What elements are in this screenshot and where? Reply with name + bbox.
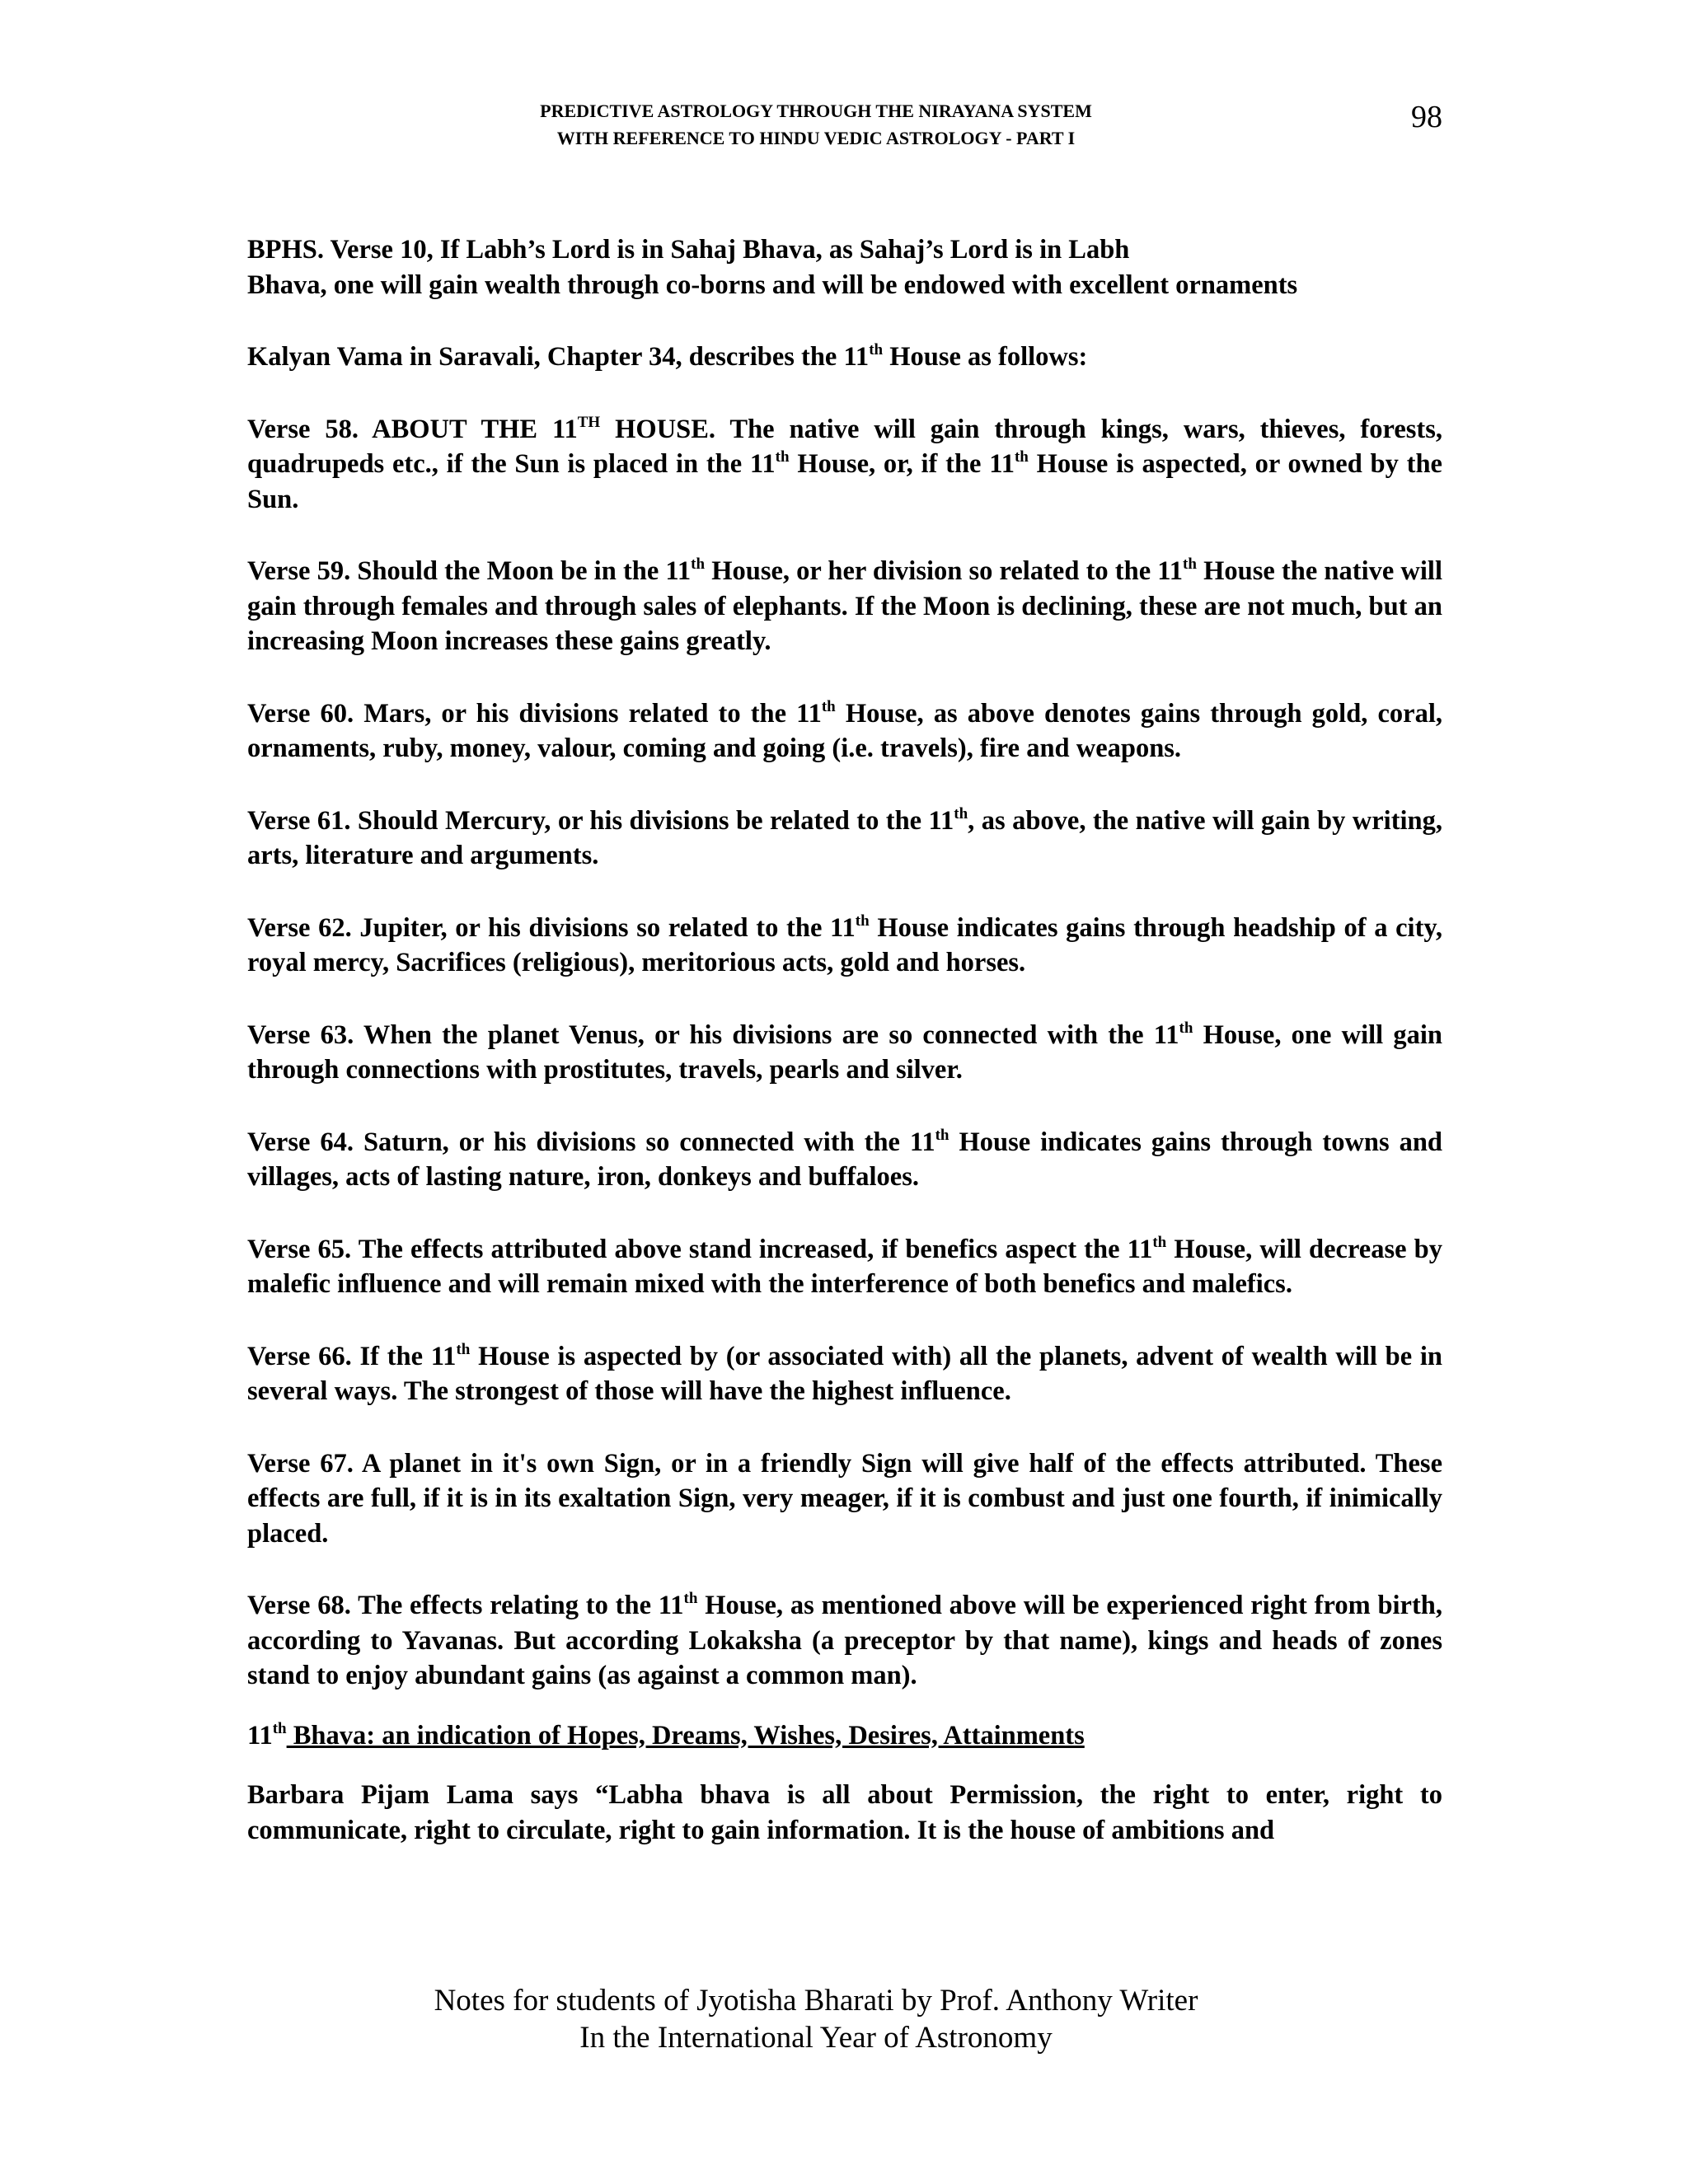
ordinal-suffix: th — [775, 448, 790, 466]
text-run: House the native will gain through females and through sales of elephants. If the Moon is declining, these are not much, but an increasing Moon increases these gains greatly. — [247, 556, 1442, 656]
header-line-2: WITH REFERENCE TO HINDU VEDIC ASTROLOGY - PART I — [556, 128, 1076, 148]
text-run: Verse 60. Mars, or his divisions related to the 11 — [247, 698, 822, 729]
ordinal-suffix: th — [1179, 1019, 1193, 1037]
ordinal-suffix: th — [1152, 1233, 1167, 1251]
text-run: House, as above denotes gains through gold, coral, ornaments, ruby, money, valour, coming and going (i.e. travels), fire and weapons. — [247, 698, 1443, 763]
text-run: House, or her division so related to the 11 — [705, 556, 1184, 586]
verse-61 — [247, 804, 1442, 874]
text-run: House as follows: — [883, 342, 1088, 372]
text-run: House is aspected, or owned by the Sun. — [247, 449, 1442, 514]
ordinal-suffix: th — [683, 1590, 698, 1607]
text-run: Verse 59. Should the Moon be in the 11 — [247, 556, 692, 586]
verse-64 — [247, 1125, 1442, 1195]
ordinal-suffix: th — [954, 804, 968, 823]
footer-line-2: In the International Year of Astronomy — [579, 2021, 1053, 2055]
text-run: Verse 63. When the planet Venus, or his divisions are so connected with the 11 — [247, 1019, 1179, 1050]
verse-65 — [247, 1232, 1442, 1302]
ordinal-suffix: th — [272, 1719, 287, 1737]
text-run: House, one will gain through connections with prostitutes, travels, pearls and silver. — [247, 1019, 1443, 1085]
bphs-line-1: BPHS. Verse 10, If Labh’s Lord is in Sahaj Bhava, as Sahaj’s Lord is in Labh — [247, 235, 1130, 265]
ordinal-suffix: th — [1183, 555, 1197, 573]
ordinal-suffix: th — [691, 555, 706, 573]
bphs-verse-10 — [247, 232, 1442, 302]
ordinal-suffix: th — [456, 1340, 471, 1358]
page-footer — [330, 1982, 1302, 2056]
ordinal-suffix: TH — [577, 413, 601, 431]
text-run: House, or, if the 11 — [789, 449, 1015, 479]
text-run: Verse 62. Jupiter, or his divisions so related to the 11 — [247, 912, 856, 943]
text-run: Verse 66. If the 11 — [247, 1341, 457, 1371]
verse-67: Verse 67. A planet in it's own Sign, or in a friendly Sign will give half of the effects attributed. These effects are full, if it is in its exaltation Sign, very meager, if it is combust and just one fourth, if inimically placed. — [247, 1448, 1442, 1549]
ordinal-suffix: th — [1014, 448, 1029, 466]
heading-number: 11 — [247, 1720, 273, 1750]
text-run: House, as mentioned above will be experienced right from birth, according to Yavanas. But according Lokaksha (a preceptor by that name), kings and heads of zones stand to enjoy abundant gains (as against a common man). — [247, 1591, 1443, 1690]
footer-line-1: Notes for students of Jyotisha Bharati by Prof. Anthony Writer — [434, 1984, 1198, 2018]
text-run: Kalyan Vama in Saravali, Chapter 34, describes the 11 — [247, 342, 870, 372]
barbara-pijam-lama-quote: Barbara Pijam Lama says “Labha bhava is all about Permission, the right to enter, right to communicate, right to circulate, right to gain information. It is the house of ambitions and — [247, 1780, 1442, 1845]
text-run: Verse 58. ABOUT THE 11 — [247, 414, 578, 444]
text-run: , as above, the native will gain by writing, arts, literature and arguments. — [247, 805, 1442, 870]
text-run: Verse 61. Should Mercury, or his divisions be related to the 11 — [247, 805, 954, 836]
ordinal-suffix: th — [855, 912, 870, 930]
text-run: House indicates gains through headship of a city, royal mercy, Sacrifices (religious), meritorious acts, gold and horses. — [247, 912, 1442, 977]
ordinal-suffix: th — [821, 697, 836, 715]
heading-text: Bhava: an indication of Hopes, Dreams, Wishes, Desires, Attainments — [286, 1720, 1085, 1750]
text-run: Verse 65. The effects attributed above stand increased, if benefics aspect the 11 — [247, 1234, 1153, 1264]
verse-59 — [247, 554, 1442, 659]
section-heading — [247, 1718, 1442, 1754]
ordinal-suffix: th — [869, 341, 884, 359]
verse-62 — [247, 911, 1442, 981]
bphs-line-2: Bhava, one will gain wealth through co-borns and will be endowed with excellent ornaments — [247, 269, 1298, 300]
kalyan-vama-intro — [247, 340, 1442, 375]
text-run: House indicates gains through towns and villages, acts of lasting nature, iron, donkeys and buffaloes. — [247, 1127, 1442, 1192]
verse-66 — [247, 1339, 1442, 1409]
text-run: Verse 68. The effects relating to the 11 — [247, 1591, 684, 1620]
text-run: House, will decrease by malefic influence and will remain mixed with the interference of both benefics and malefics. — [247, 1234, 1443, 1299]
text-run: Verse 64. Saturn, or his divisions so connected with the 11 — [247, 1127, 935, 1157]
text-run: House is aspected by (or associated with) all the planets, advent of wealth will be in several ways. The strongest of those will have the highest influence. — [247, 1341, 1442, 1406]
header-line-1: PREDICTIVE ASTROLOGY THROUGH THE NIRAYANA SYSTEM — [540, 101, 1092, 121]
page-body — [247, 232, 1442, 1885]
verse-60 — [247, 696, 1442, 766]
ordinal-suffix: th — [935, 1126, 950, 1144]
verse-68 — [247, 1588, 1442, 1694]
running-header — [412, 97, 1220, 152]
text-run: HOUSE. The native will gain through kings, wars, thieves, forests, quadrupeds etc., if the Sun is placed in the 11 — [247, 414, 1442, 479]
verse-63 — [247, 1018, 1442, 1088]
verse-58 — [247, 412, 1442, 518]
page-number: 98 — [1411, 100, 1442, 134]
